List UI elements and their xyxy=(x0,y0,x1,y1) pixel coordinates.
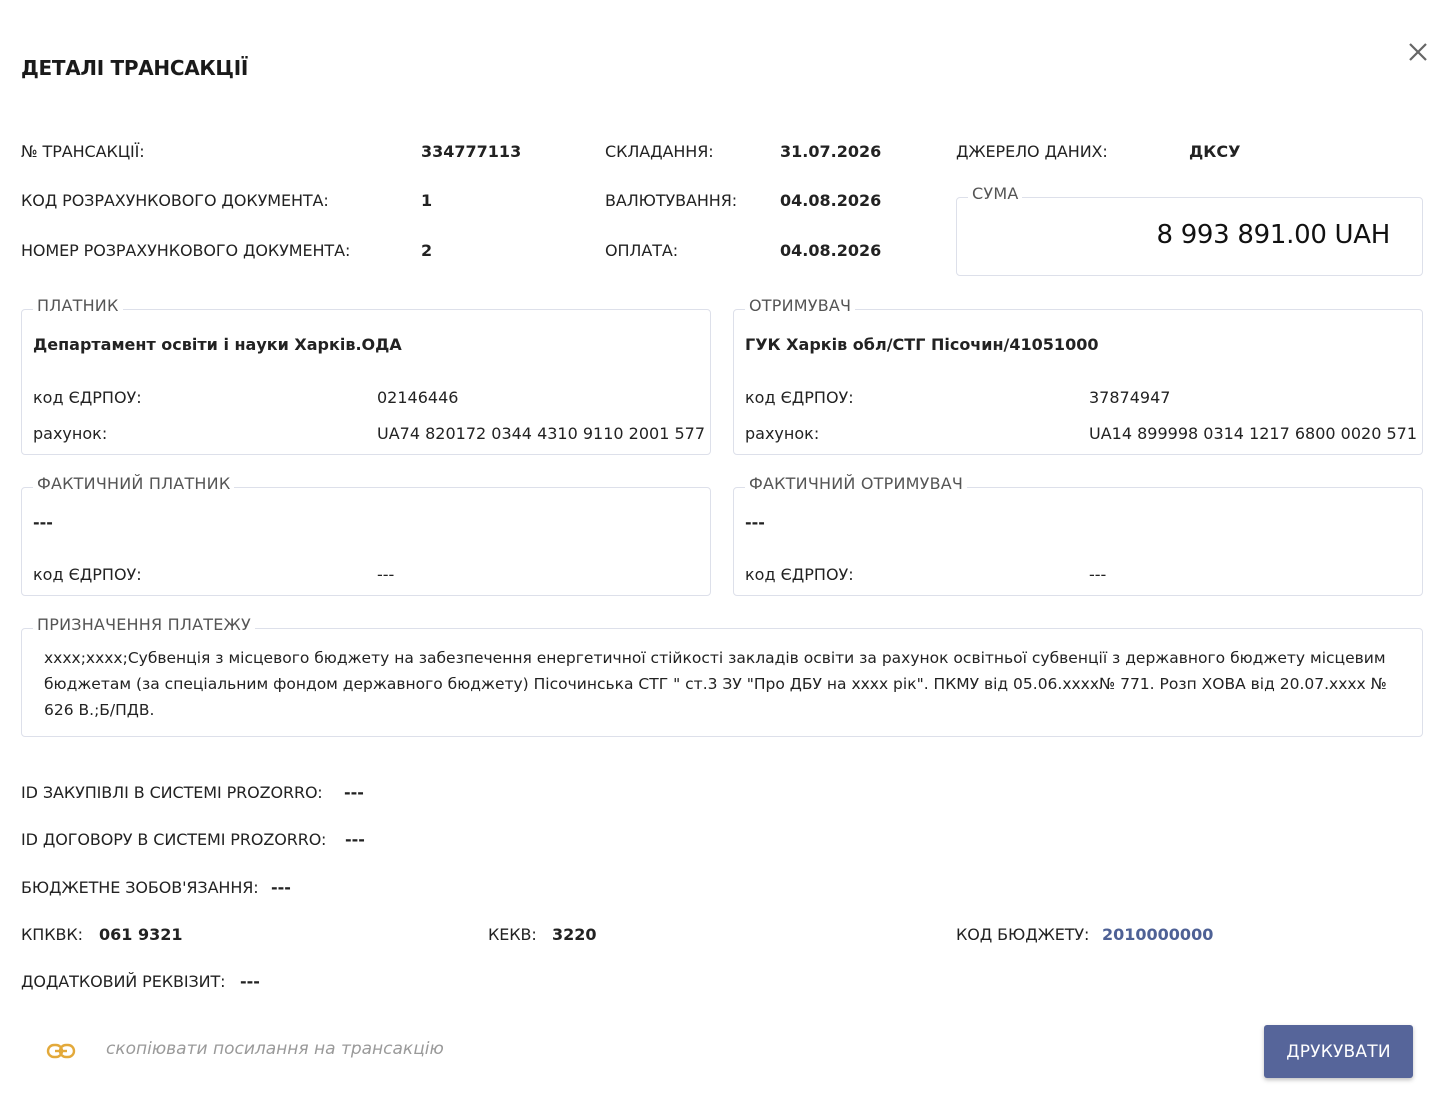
kekv-value: 3220 xyxy=(552,925,597,944)
data-source-label: ДЖЕРЕЛО ДАНИХ: xyxy=(956,142,1108,161)
recipient-edrpou-value: 37874947 xyxy=(1089,388,1171,407)
actual-recipient-legend: ФАКТИЧНИЙ ОТРИМУВАЧ xyxy=(745,474,967,493)
payer-account-value: UA74 820172 0344 4310 9110 2001 577 xyxy=(377,424,706,443)
extra-requisite-label: ДОДАТКОВИЙ РЕКВІЗИТ: xyxy=(21,972,226,991)
budget-code-label: КОД БЮДЖЕТУ: xyxy=(956,925,1090,944)
payment-purpose-box xyxy=(21,615,1423,737)
payer-name: Департамент освіти і науки Харків.ОДА xyxy=(33,335,402,354)
compiled-date-label: СКЛАДАННЯ: xyxy=(605,142,714,161)
doc-code-value: 1 xyxy=(421,191,433,210)
copy-link-text[interactable]: скопіювати посилання на трансакцію xyxy=(106,1039,444,1059)
actual-payer-name: --- xyxy=(33,513,53,532)
actual-payer-edrpou-value: --- xyxy=(377,565,395,584)
doc-number-value: 2 xyxy=(421,241,433,260)
kekv-label: КЕКВ: xyxy=(488,925,537,944)
payer-legend: ПЛАТНИК xyxy=(33,296,123,315)
kpkvk-label: КПКВК: xyxy=(21,925,83,944)
actual-recipient-edrpou-label: код ЄДРПОУ: xyxy=(745,565,854,584)
compiled-date-value: 31.07.2026 xyxy=(780,142,882,161)
doc-code-label: КОД РОЗРАХУНКОВОГО ДОКУМЕНТА: xyxy=(21,191,329,210)
payer-account-label: рахунок: xyxy=(33,424,108,443)
actual-recipient-edrpou-value: --- xyxy=(1089,565,1107,584)
transaction-no-value: 334777113 xyxy=(421,142,522,161)
recipient-name: ГУК Харків обл/СТГ Пісочин/41051000 xyxy=(745,335,1099,354)
print-button[interactable]: ДРУКУВАТИ xyxy=(1264,1025,1413,1078)
link-icon[interactable] xyxy=(46,1040,76,1062)
budget-obligation-value: --- xyxy=(271,878,291,897)
recipient-box xyxy=(733,296,1423,455)
amount-value: 8 993 891.00 UAH xyxy=(1156,220,1390,250)
kpkvk-value: 061 9321 xyxy=(99,925,183,944)
recipient-legend: ОТРИМУВАЧ xyxy=(745,296,855,315)
payer-edrpou-value: 02146446 xyxy=(377,388,459,407)
dialog-title: ДЕТАЛІ ТРАНСАКЦІЇ xyxy=(21,56,248,80)
doc-number-label: НОМЕР РОЗРАХУНКОВОГО ДОКУМЕНТА: xyxy=(21,241,351,260)
value-date-label: ВАЛЮТУВАННЯ: xyxy=(605,191,738,210)
value-date-value: 04.08.2026 xyxy=(780,191,882,210)
budget-obligation-label: БЮДЖЕТНЕ ЗОБОВ'ЯЗАННЯ: xyxy=(21,878,259,897)
payment-date-value: 04.08.2026 xyxy=(780,241,882,260)
prozorro-contract-label: ID ДОГОВОРУ В СИСТЕМІ PROZORRO: xyxy=(21,830,327,849)
actual-payer-edrpou-label: код ЄДРПОУ: xyxy=(33,565,142,584)
actual-payer-legend: ФАКТИЧНИЙ ПЛАТНИК xyxy=(33,474,234,493)
amount-box xyxy=(956,184,1423,276)
budget-code-link[interactable]: 2010000000 xyxy=(1102,925,1214,944)
extra-requisite-value: --- xyxy=(240,972,260,991)
close-icon[interactable] xyxy=(1404,38,1432,66)
prozorro-purchase-label: ID ЗАКУПІВЛІ В СИСТЕМІ PROZORRO: xyxy=(21,783,323,802)
actual-recipient-name: --- xyxy=(745,513,765,532)
payment-purpose-text: xxxx;xxxx;Субвенція з місцевого бюджету на забезпечення енергетичної стійкості закладів освіти за рахунок освітньої субвенції з державного бюджету місцевим бюджетам (за спеціальним фондом державного бюджету) Пісочинська СТГ " ст.3 ЗУ "Про ДБУ на xxxx рік". ПКМУ від 05.06.xxxx№ 771. Розп ХОВА від 20.07.xxxx № 626 В.;Б/ПДВ. xyxy=(44,649,1387,719)
actual-recipient-box xyxy=(733,474,1423,596)
payer-edrpou-label: код ЄДРПОУ: xyxy=(33,388,142,407)
payment-date-label: ОПЛАТА: xyxy=(605,241,679,260)
data-source-value: ДКСУ xyxy=(1189,142,1241,161)
recipient-account-label: рахунок: xyxy=(745,424,820,443)
recipient-account-value: UA14 899998 0314 1217 6800 0020 571 xyxy=(1089,424,1418,443)
transaction-no-label: № ТРАНСАКЦІЇ: xyxy=(21,142,145,161)
prozorro-contract-value: --- xyxy=(345,830,365,849)
amount-legend: СУМА xyxy=(968,184,1022,203)
payer-box xyxy=(21,296,711,455)
payment-purpose-legend: ПРИЗНАЧЕННЯ ПЛАТЕЖУ xyxy=(33,615,255,634)
prozorro-purchase-value: --- xyxy=(344,783,364,802)
actual-payer-box xyxy=(21,474,711,596)
recipient-edrpou-label: код ЄДРПОУ: xyxy=(745,388,854,407)
